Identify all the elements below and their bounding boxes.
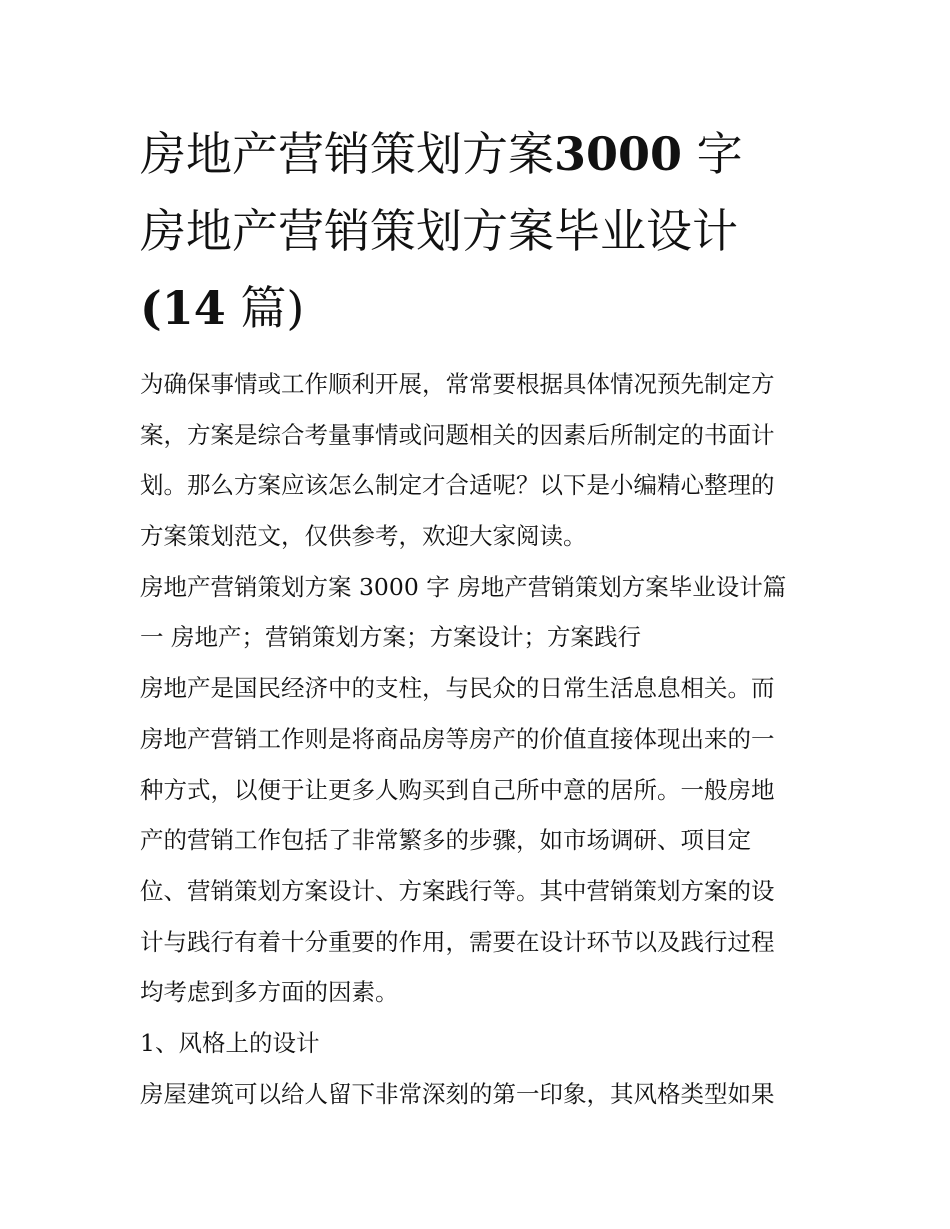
title-line-1-text: 房地产营销策划方案 [140, 127, 554, 181]
text-line: 房地产营销策划方案 3000 字 房地产营销策划方案毕业设计篇 [140, 572, 787, 601]
title-line-3 [140, 270, 820, 347]
title-line-1-number: 3000 [554, 127, 683, 181]
text-line: 房地产营销工作则是将商品房等房产的价值直接体现出来的一 [140, 724, 775, 753]
title-line-3-number: 14 [161, 281, 226, 335]
text-line: 一 房地产；营销策划方案；方案设计；方案践行 [140, 623, 641, 652]
text-line: 均考虑到多方面的因素。 [140, 978, 399, 1007]
subheading-paragraph [140, 1018, 820, 1069]
title-line-2: 房地产营销策划方案毕业设计 [140, 204, 738, 258]
body-paragraph [140, 663, 820, 1018]
text-line: 计与践行有着十分重要的作用，需要在设计环节以及践行过程 [140, 927, 775, 956]
text-line: 为确保事情或工作顺利开展，常常要根据具体情况预先制定方 [140, 370, 775, 398]
document-page [140, 116, 820, 1119]
title-line-3-suffix: 篇) [225, 281, 305, 335]
text-line: 1、风格上的设计 [140, 1028, 320, 1057]
intro-paragraph [140, 359, 820, 562]
text-line: 产的营销工作包括了非常繁多的步骤，如市场调研、项目定 [140, 826, 751, 855]
text-line: 案，方案是综合考量事情或问题相关的因素后所制定的书面计 [140, 420, 775, 449]
text-line: 房屋建筑可以给人留下非常深刻的第一印象，其风格类型如果 [140, 1079, 775, 1108]
text-line: 种方式，以便于让更多人购买到自己所中意的居所。一般房地 [140, 775, 775, 804]
body-paragraph [140, 1069, 820, 1120]
document-body [140, 359, 820, 1119]
title-line-1 [140, 116, 820, 193]
text-line: 划。那么方案应该怎么制定才合适呢？以下是小编精心整理的 [140, 471, 775, 500]
title-line-3-open: ( [140, 281, 162, 335]
text-line: 位、营销策划方案设计、方案践行等。其中营销策划方案的设 [140, 876, 775, 905]
section-heading-paragraph [140, 562, 820, 663]
text-line: 方案策划范文，仅供参考，欢迎大家阅读。 [140, 522, 587, 551]
title-line-1-suffix: 字 [682, 127, 743, 181]
document-title [140, 116, 820, 347]
text-line: 房地产是国民经济中的支柱，与民众的日常生活息息相关。而 [140, 674, 775, 703]
